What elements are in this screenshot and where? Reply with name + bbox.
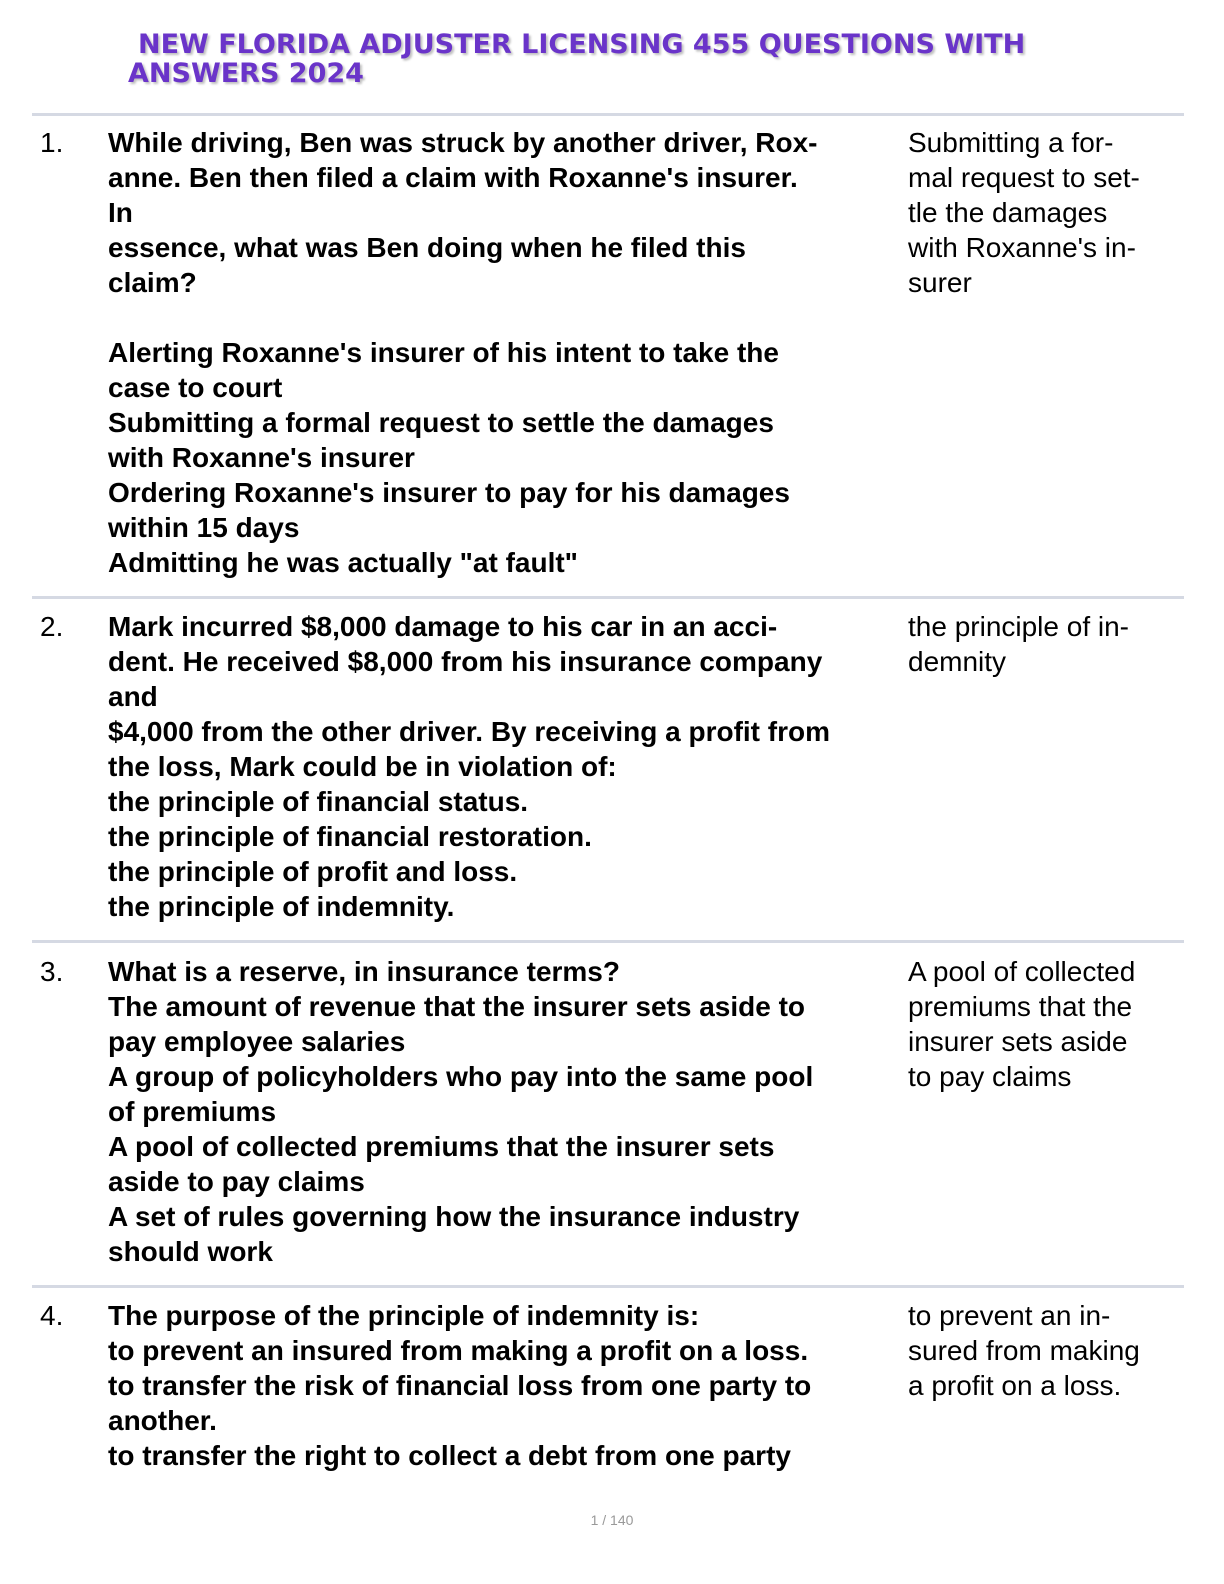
answer-line: Submitting a for- (908, 127, 1114, 158)
answer-text (908, 954, 1178, 1094)
question-line: In (108, 197, 133, 228)
question-line: the principle of indemnity. (108, 891, 455, 922)
question-line: Submitting a formal request to settle the damages (108, 407, 774, 438)
question-line: should work (108, 1236, 273, 1267)
question-number: 3. (40, 956, 64, 987)
question-line: another. (108, 1405, 217, 1436)
answer-text (908, 1298, 1178, 1403)
answer-text (908, 125, 1178, 300)
question-line: of premiums (108, 1096, 277, 1127)
question-line: the principle of financial status. (108, 786, 529, 817)
question-line: the principle of financial restoration. (108, 821, 592, 852)
answer-line: A pool of collected (908, 956, 1136, 987)
question-line: Admitting he was actually "at fault" (108, 547, 578, 578)
question-text (108, 125, 898, 580)
answer-text (908, 609, 1178, 679)
question-line: and (108, 681, 158, 712)
question-line: to transfer the right to collect a debt from one party (108, 1440, 791, 1471)
question-line: $4,000 from the other driver. By receiving a profit from (108, 716, 830, 747)
answer-line: tle the damages (908, 197, 1108, 228)
question-line: Ordering Roxanne's insurer to pay for his damages (108, 477, 790, 508)
page-indicator: 1 / 140 (590, 1512, 634, 1528)
question-number: 2. (40, 611, 64, 642)
answer-line: the principle of in- (908, 611, 1130, 642)
question-line: What is a reserve, in insurance terms? (108, 956, 620, 987)
question-line: to transfer the risk of financial loss from one party to (108, 1370, 812, 1401)
divider (32, 596, 1184, 599)
question-line: The amount of revenue that the insurer sets aside to (108, 991, 806, 1022)
question-line: the principle of profit and loss. (108, 856, 518, 887)
answer-line: to prevent an in- (908, 1300, 1111, 1331)
title-line-2: ANSWERS 2024 (128, 58, 364, 89)
answer-line: with Roxanne's in- (908, 232, 1136, 263)
answer-line: premiums that the (908, 991, 1133, 1022)
divider (32, 113, 1184, 116)
question-line: essence, what was Ben doing when he filed this (108, 232, 746, 263)
question-line: Alerting Roxanne's insurer of his intent to take the (108, 337, 779, 368)
answer-line: sured from making (908, 1335, 1140, 1366)
question-text (108, 954, 898, 1269)
answer-line: mal request to set- (908, 162, 1140, 193)
answer-line: a profit on a loss. (908, 1370, 1122, 1401)
question-line: within 15 days (108, 512, 300, 543)
question-text (108, 609, 898, 924)
question-line: A pool of collected premiums that the insurer sets (108, 1131, 775, 1162)
question-line: with Roxanne's insurer (108, 442, 415, 473)
question-text (108, 1298, 898, 1473)
question-line: Mark incurred $8,000 damage to his car in an acci- (108, 611, 778, 642)
divider (32, 1285, 1184, 1288)
answer-line: surer (908, 267, 972, 298)
answer-line: insurer sets aside (908, 1026, 1128, 1057)
question-line: The purpose of the principle of indemnity is: (108, 1300, 700, 1331)
question-number: 1. (40, 127, 64, 158)
question-line (108, 300, 898, 335)
question-line: case to court (108, 372, 283, 403)
question-line: While driving, Ben was struck by another driver, Rox- (108, 127, 818, 158)
answer-line: demnity (908, 646, 1007, 677)
question-line: to prevent an insured from making a profit on a loss. (108, 1335, 809, 1366)
question-line: dent. He received $8,000 from his insurance company (108, 646, 823, 677)
question-line: pay employee salaries (108, 1026, 406, 1057)
question-line: the loss, Mark could be in violation of: (108, 751, 617, 782)
question-line: claim? (108, 267, 197, 298)
answer-line: to pay claims (908, 1061, 1072, 1092)
question-number: 4. (40, 1300, 64, 1331)
question-line: A set of rules governing how the insurance industry (108, 1201, 800, 1232)
divider (32, 940, 1184, 943)
question-line: A group of policyholders who pay into the same pool (108, 1061, 814, 1092)
question-line: aside to pay claims (108, 1166, 365, 1197)
document-title (128, 30, 1128, 88)
question-line: anne. Ben then filed a claim with Roxanne's insurer. (108, 162, 798, 193)
title-line-1: NEW FLORIDA ADJUSTER LICENSING 455 QUESTIONS WITH (138, 29, 1026, 60)
